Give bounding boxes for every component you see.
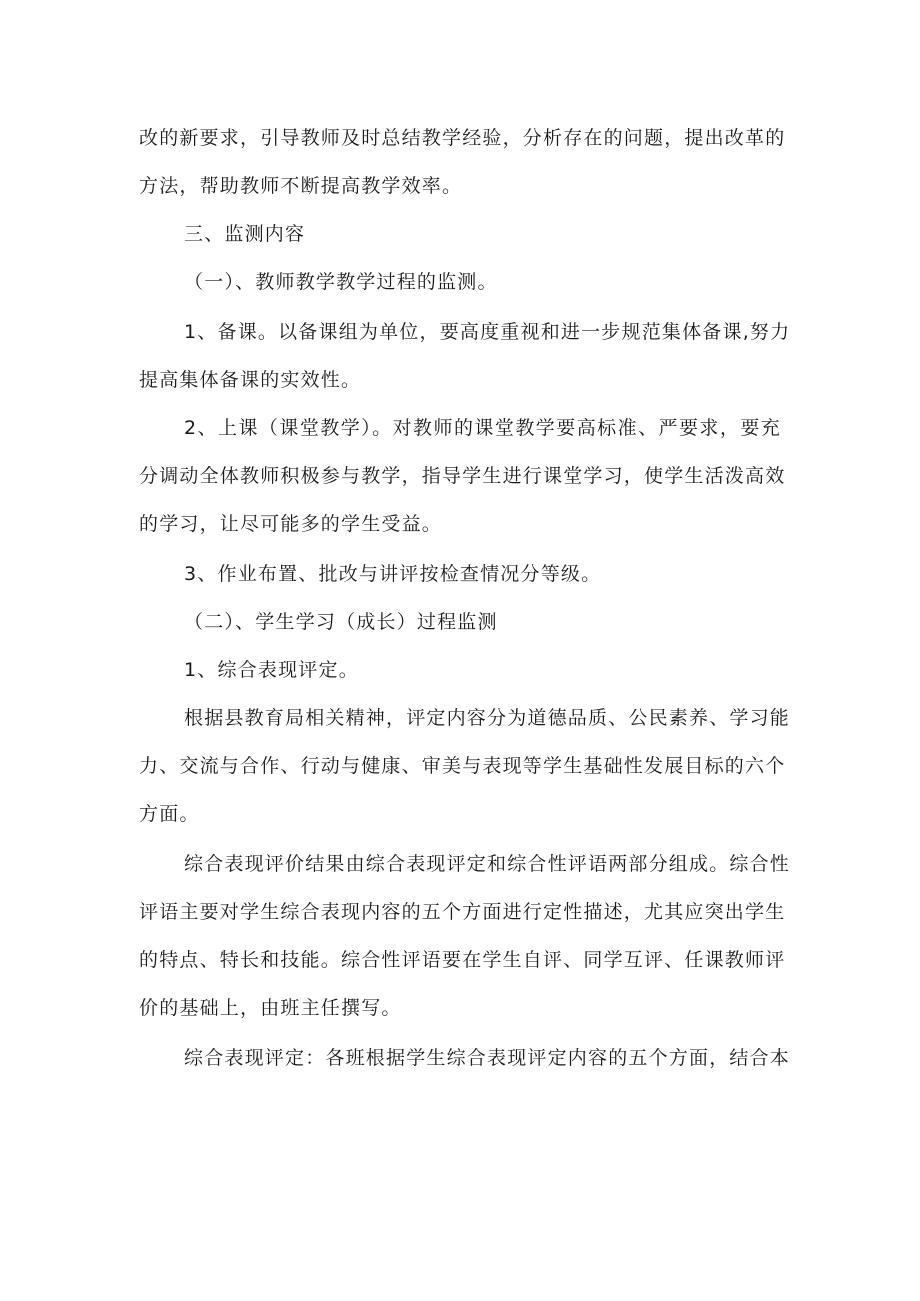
paragraph-line: 评语主要对学生综合表现内容的五个方面进行定性描述，尤其应突出学生: [139, 901, 786, 923]
paragraph-line: 综合表现评定：各班根据学生综合表现评定内容的五个方面，结合本: [184, 1047, 791, 1069]
paragraph-line: 综合表现评价结果由综合表现评定和综合性评语两部分组成。综合性: [184, 853, 791, 875]
paragraph-line: 1、备课。以备课组为单位，要高度重视和进一步规范集体备课,努力: [184, 321, 791, 343]
subsection-heading: （二）、学生学习（成长）过程监测: [184, 611, 498, 633]
paragraph-line: 的学习，让尽可能多的学生受益。: [139, 513, 443, 535]
paragraph-line: 根据县教育局相关精神，评定内容分为道德品质、公民素养、学习能: [184, 707, 791, 729]
paragraph-line: 改的新要求，引导教师及时总结教学经验，分析存在的问题，提出改革的: [139, 127, 786, 149]
paragraph-line: 方法，帮助教师不断提高教学效率。: [139, 175, 463, 197]
section-heading: 三、监测内容: [184, 223, 306, 245]
paragraph-line: 价的基础上，由班主任撰写。: [139, 997, 402, 1019]
paragraph-line: 方面。: [139, 803, 200, 825]
paragraph-line: 分调动全体教师积极参与教学，指导学生进行课堂学习，使学生活泼高效: [139, 465, 786, 487]
paragraph-line: 3、作业布置、批改与讲评按检查情况分等级。: [184, 563, 602, 585]
paragraph-line: 2、上课（课堂教学）。对教师的课堂教学要高标准、严要求，要充: [184, 417, 781, 439]
paragraph-line: 力、交流与合作、行动与健康、审美与表现等学生基础性发展目标的六个: [139, 755, 786, 777]
subsection-heading: （一）、教师教学教学过程的监测。: [184, 271, 498, 293]
paragraph-line: 1、综合表现评定。: [184, 659, 359, 681]
paragraph-line: 提高集体备课的实效性。: [139, 369, 362, 391]
paragraph-line: 的特点、特长和技能。综合性评语要在学生自评、同学互评、任课教师评: [139, 949, 786, 971]
